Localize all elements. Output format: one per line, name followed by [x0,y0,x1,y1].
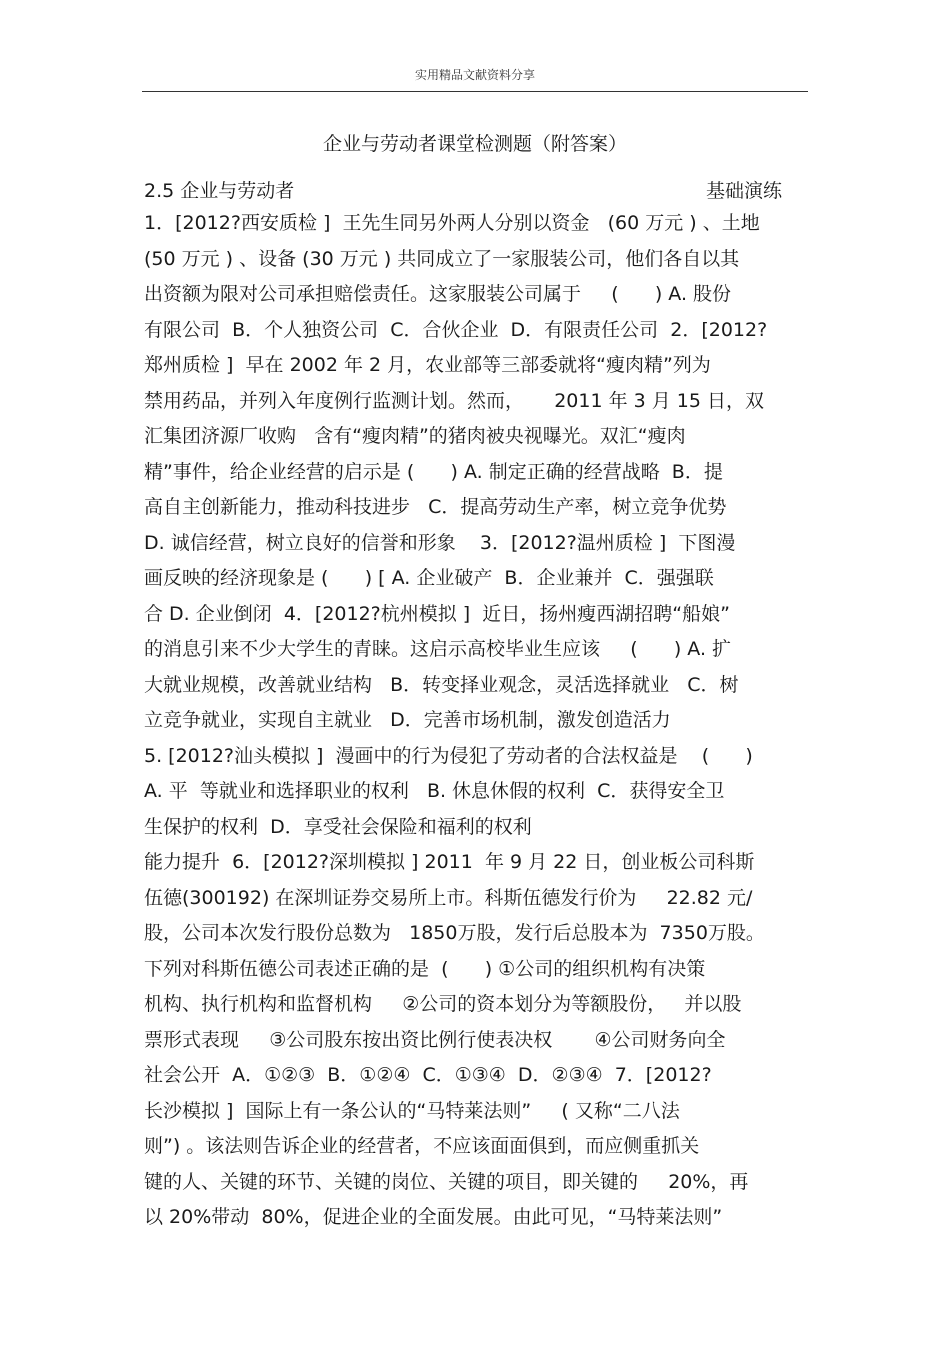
text-line: 则”) 。该法则告诉企业的经营者，不应该面面俱到，而应侧重抓关 [144,1135,700,1157]
text-line: 画反映的经济现象是 ( ) [ A. 企业破产 B．企业兼并 C．强强联 [144,567,714,589]
text-line: 立竞争就业，实现自主就业 D．完善市场机制，激发创造活力 [144,709,671,731]
text-line: 合 D. 企业倒闭 4．[2012?杭州模拟 ] 近日，扬州瘦西湖招聘“船娘” [144,602,730,625]
text-line: 出资额为限对公司承担赔偿责任。这家服装公司属于 ( ) A. 股份 [144,283,732,305]
text-line: 生保护的权利 D．享受社会保险和福利的权利 [144,815,532,838]
header-divider [142,91,808,92]
text-line: 股，公司本次发行股份总数为 1850万股，发行后总股本为 7350万股。 [144,922,765,944]
text-line: 有限公司 B．个人独资公司 C．合伙企业 D．有限责任公司 2．[2012? [144,318,768,341]
text-line: 票形式表现 ③公司股东按出资比例行使表决权 ④公司财务向全 [144,1028,726,1051]
text-line: 伍德(300192) 在深圳证券交易所上市。科斯伍德发行价为 22.82 元/ [144,886,753,909]
text-line: 精”事件，给企业经营的启示是 ( ) A. 制定正确的经营战略 B．提 [144,460,723,483]
text-line: D. 诚信经营，树立良好的信誉和形象 3．[2012?温州质检 ] 下图漫 [144,531,736,554]
text-line: 1．[2012?西安质检 ] 王先生同另外两人分别以资金 (60 万元 ) 、土地 [144,212,760,234]
section-tag: 基础演练 [705,180,782,202]
text-line: 机构、执行机构和监督机构 ②公司的资本划分为等额股份， 并以股 [144,993,742,1015]
document-body [144,210,824,1240]
text-line: 下列对科斯伍德公司表述正确的是 ( ) ①公司的组织机构有决策 [144,957,706,980]
text-line: 的消息引来不少大学生的青睐。这启示高校毕业生应该 ( ) A. 扩 [144,638,732,660]
text-line: 以 20%带动 80%，促进企业的全面发展。由此可见，“马特莱法则” [144,1206,723,1228]
document-title: 企业与劳动者课堂检测题（附答案） [322,133,627,155]
text-line: A. 平 等就业和选择职业的权利 B. 休息休假的权利 C．获得安全卫 [144,780,725,802]
text-line: 能力提升 6．[2012?深圳模拟 ] 2011 年 9 月 22 日，创业板公司科斯 [144,851,755,873]
text-line: 禁用药品，并列入年度例行监测计划。然而， 2011 年 3 月 15 日，双 [144,389,765,412]
text-line: 5. [2012?汕头模拟 ] 漫画中的行为侵犯了劳动者的合法权益是 ( ) [144,744,753,767]
text-line: 长沙模拟 ] 国际上有一条公认的“马特莱法则” ( 又称“二八法 [144,1099,680,1122]
text-line: 汇集团济源厂收购 含有“瘦肉精”的猪肉被央视曝光。双汇“瘦肉 [144,425,686,447]
text-line: 郑州质检 ] 早在 2002 年 2 月，农业部等三部委就将“瘦肉精”列为 [144,354,711,376]
section-label: 2.5 企业与劳动者 [144,180,295,202]
section-heading [144,176,784,200]
text-line: 大就业规模，改善就业结构 B．转变择业观念，灵活选择就业 C．树 [144,673,739,696]
text-line: 键的人、关键的环节、关键的岗位、关键的项目，即关键的 20%，再 [144,1170,749,1193]
text-line: 高自主创新能力，推动科技进步 C．提高劳动生产率，树立竞争优势 [144,496,727,518]
text-line: 社会公开 A．①②③ B．①②④ C．①③④ D．②③④ 7．[2012? [144,1064,712,1086]
page-header: 实用精品文献资料分享 [414,68,535,82]
text-line: (50 万元 ) 、设备 (30 万元 ) 共同成立了一家服装公司，他们各自以其 [144,247,740,270]
